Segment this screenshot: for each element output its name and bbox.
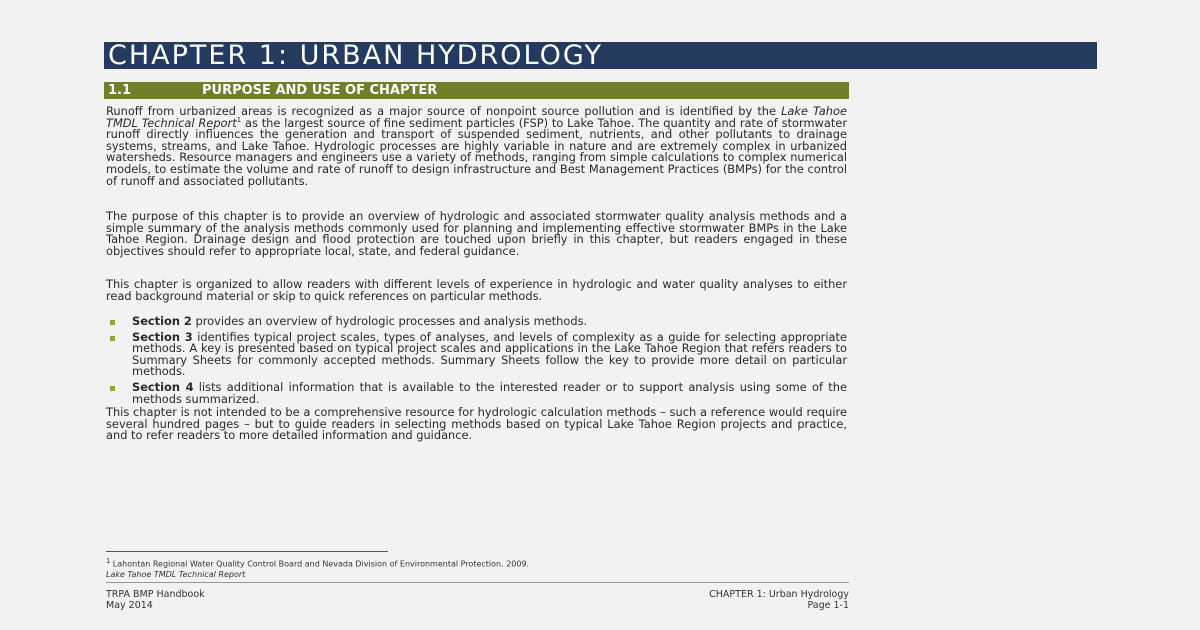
footer-handbook-name: TRPA BMP Handbook <box>106 589 205 600</box>
paragraph-intro-text-b: as the largest source of fine sediment particles (FSP) to Lake Tahoe. The quantity and rate of stormwater runoff directly influences the generation and transport of suspended sediment, nutrients, and other pollutants to drainage systems, streams, and Lake Tahoe. Hydrologic processes are highly variable in nature and are extremely complex in urbanized watersheds. Resource managers and engineers use a variety of methods, ranging from simple calculations to complex numerical models, to estimate the volume and rate of runoff to design infrastructure and Best Management Practices (BMPs) for the control of runoff and associated pollutants. <box>106 115 847 188</box>
footer-chapter-name: CHAPTER 1: Urban Hydrology <box>709 589 849 600</box>
footnote-marker: 1 <box>106 557 111 565</box>
list-item-text: lists additional information that is available to the interested reader or to support analysis using some of the methods summarized. <box>132 379 848 406</box>
chapter-title: CHAPTER 1: URBAN HYDROLOGY <box>104 42 1097 69</box>
paragraph-intro <box>106 106 847 187</box>
list-item <box>106 379 848 406</box>
paragraph-organization: This chapter is organized to allow readers with different levels of experience in hydrologic and water quality analyses to either read background material or skip to quick references on particular methods. <box>106 277 847 303</box>
list-item-label: Section 2 <box>132 314 192 328</box>
paragraph-scope: This chapter is not intended to be a comprehensive resource for hydrologic calculation methods – such a reference would require several hundred pages – but to guide readers in selecting methods based on typical Lake Tahoe Region projects and practice, and to refer readers to more detailed information and guidance. <box>106 405 847 443</box>
list-item-label: Section 4 <box>132 379 194 394</box>
paragraph-intro-text-a: Runoff from urbanized areas is recognized as a major source of nonpoint source pollution and is identified by the <box>106 104 782 118</box>
list-item-text: identifies typical project scales, types of analyses, and levels of complexity as a guide for selecting appropriate methods. A key is presented based on typical project scales and applications in the Lake Tahoe Region that refers readers to Summary Sheets for commonly accepted methods. Summary Sheets follow the key to provide more detail on particular methods. <box>132 329 847 379</box>
list-item <box>106 316 847 328</box>
footnote-divider <box>106 551 388 552</box>
section-title: PURPOSE AND USE OF CHAPTER <box>202 83 438 98</box>
list-item <box>106 329 847 379</box>
footer-right <box>600 589 849 611</box>
footer-date: May 2014 <box>106 600 153 611</box>
report-title-citation: Lake Tahoe TMDL Technical Report <box>106 104 847 130</box>
paragraph-purpose: The purpose of this chapter is to provide an overview of hydrologic and associated stormwater quality analysis methods and a simple summary of the analysis methods commonly used for planning and implementing effective stormwater BMPs in the Lake Tahoe Region. Drainage design and flood protection are touched upon briefly in this chapter, but readers engaged in these objectives should refer to appropriate local, state, and federal guidance. <box>106 209 847 258</box>
footer-left <box>106 589 205 611</box>
list-item-label: Section 3 <box>132 329 193 344</box>
section-number: 1.1 <box>108 83 132 98</box>
footnote-text: Lahontan Regional Water Quality Control Board and Nevada Division of Environmental Protection. 2009. <box>110 559 530 569</box>
bullet-icon <box>110 320 115 325</box>
list-item-text: provides an overview of hydrologic processes and analysis methods. <box>191 314 588 328</box>
footer-divider <box>106 582 849 583</box>
bullet-icon <box>110 386 115 391</box>
footnote-reference: 1 <box>236 115 242 124</box>
footnote-report-title: Lake Tahoe TMDL Technical Report <box>106 569 246 579</box>
bullet-icon <box>110 336 115 341</box>
section-list <box>106 316 847 409</box>
footer-page-number: Page 1-1 <box>807 600 849 611</box>
footnote <box>106 556 846 580</box>
section-heading <box>104 82 849 99</box>
